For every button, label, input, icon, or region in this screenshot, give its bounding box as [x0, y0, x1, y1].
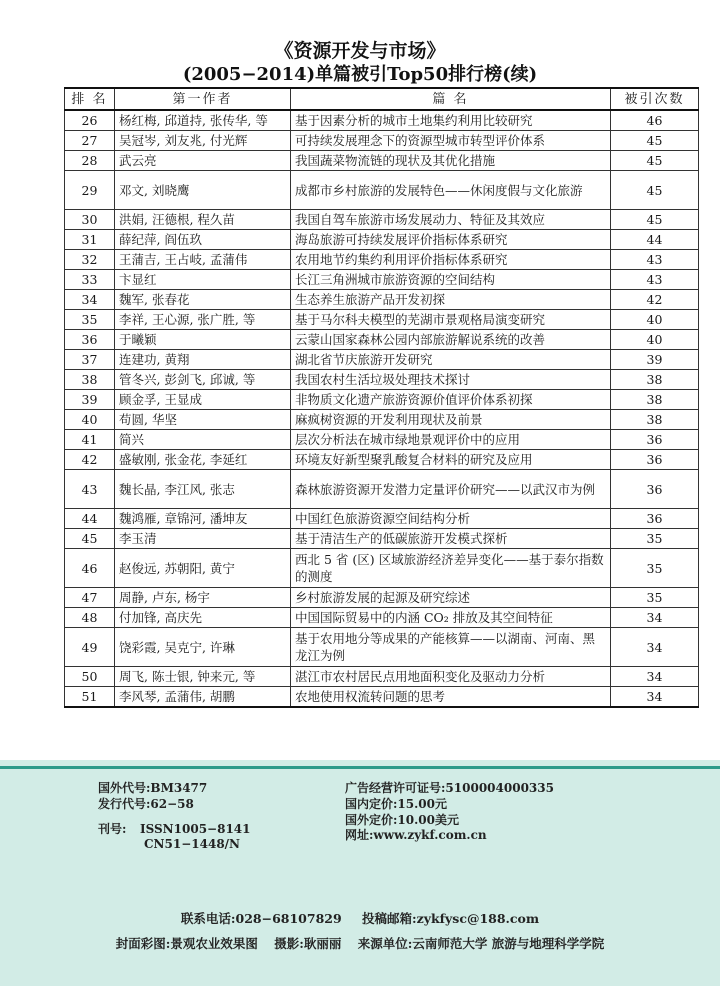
ranking-table: [64, 87, 699, 708]
author-cell: 武云亮: [115, 151, 291, 171]
author-cell: 洪娟, 汪德根, 程久苗: [115, 210, 291, 230]
author-cell: 连建功, 黄翔: [115, 350, 291, 370]
table-row: [65, 110, 699, 131]
table-row: [65, 509, 699, 529]
title-cell: 海岛旅游可持续发展评价指标体系研究: [291, 230, 611, 250]
table-row: [65, 330, 699, 350]
title-cell: 层次分析法在城市绿地景观评价中的应用: [291, 430, 611, 450]
cites-cell: 45: [611, 171, 699, 210]
rank-cell: 47: [65, 588, 115, 608]
table-row: [65, 370, 699, 390]
title-cell: 基于农用地分等成果的产能核算——以湖南、河南、黑龙江为例: [291, 628, 611, 667]
source-credit: 来源单位:云南师范大学 旅游与地理科学学院: [357, 936, 605, 951]
cites-cell: 36: [611, 509, 699, 529]
title-cell: 农用地节约集约利用评价指标体系研究: [291, 250, 611, 270]
table-row: [65, 529, 699, 549]
rank-cell: 36: [65, 330, 115, 350]
page-title: 《资源开发与市场》: [274, 40, 446, 62]
cites-cell: 34: [611, 628, 699, 667]
email: 投稿邮箱:zykfysc@188.com: [362, 911, 540, 926]
table-row: [65, 410, 699, 430]
website: 网址:www.zykf.com.cn: [345, 828, 487, 842]
rank-cell: 34: [65, 290, 115, 310]
title-cell: 湛江市农村居民点用地面积变化及驱动力分析: [291, 667, 611, 687]
author-cell: 李玉清: [115, 529, 291, 549]
cites-cell: 36: [611, 450, 699, 470]
rank-cell: 37: [65, 350, 115, 370]
cites-cell: 38: [611, 390, 699, 410]
domestic-price: 国内定价:15.00元: [345, 797, 448, 811]
title-cell: 湖北省节庆旅游开发研究: [291, 350, 611, 370]
rank-cell: 49: [65, 628, 115, 667]
author-cell: 简兴: [115, 430, 291, 450]
col-header-title: 篇 名: [291, 88, 611, 110]
author-cell: 周静, 卢东, 杨宇: [115, 588, 291, 608]
title-cell: 长江三角洲城市旅游资源的空间结构: [291, 270, 611, 290]
table-row: [65, 430, 699, 450]
table-row: [65, 230, 699, 250]
table-row: [65, 270, 699, 290]
title-cell: 农地使用权流转问题的思考: [291, 687, 611, 708]
rank-cell: 43: [65, 470, 115, 509]
author-cell: 魏长晶, 李江风, 张志: [115, 470, 291, 509]
table-row: [65, 250, 699, 270]
table-row: [65, 310, 699, 330]
rank-cell: 48: [65, 608, 115, 628]
title-cell: 生态养生旅游产品开发初探: [291, 290, 611, 310]
table-row: [65, 450, 699, 470]
table-row: [65, 350, 699, 370]
cites-cell: 42: [611, 290, 699, 310]
rank-cell: 27: [65, 131, 115, 151]
author-cell: 王蒲吉, 王占岐, 孟蒲伟: [115, 250, 291, 270]
cites-cell: 44: [611, 230, 699, 250]
rank-cell: 39: [65, 390, 115, 410]
cites-cell: 38: [611, 410, 699, 430]
author-cell: 饶彩霞, 吴克宁, 许琳: [115, 628, 291, 667]
title-cell: 成都市乡村旅游的发展特色——休闲度假与文化旅游: [291, 171, 611, 210]
title-cell: 中国红色旅游资源空间结构分析: [291, 509, 611, 529]
cites-cell: 35: [611, 588, 699, 608]
title-cell: 我国自驾车旅游市场发展动力、特征及其效应: [291, 210, 611, 230]
title-cell: 云蒙山国家森林公园内部旅游解说系统的改善: [291, 330, 611, 350]
author-cell: 于曦颖: [115, 330, 291, 350]
cites-cell: 39: [611, 350, 699, 370]
author-cell: 付加锋, 高庆先: [115, 608, 291, 628]
ad-license: 广告经营许可证号:5100004000335: [345, 781, 554, 795]
cites-cell: 45: [611, 151, 699, 171]
table-row: [65, 549, 699, 588]
cites-cell: 45: [611, 131, 699, 151]
author-cell: 苟圆, 华坚: [115, 410, 291, 430]
cites-cell: 40: [611, 330, 699, 350]
author-cell: 管冬兴, 彭剑飞, 邱诚, 等: [115, 370, 291, 390]
cites-cell: 35: [611, 549, 699, 588]
rank-cell: 50: [65, 667, 115, 687]
issn: ISSN1005−8141: [140, 822, 251, 836]
author-cell: 盛敏刚, 张金花, 李延红: [115, 450, 291, 470]
title-cell: 基于马尔科夫模型的芜湖市景观格局演变研究: [291, 310, 611, 330]
author-cell: 魏军, 张春花: [115, 290, 291, 310]
title-cell: 我国蔬菜物流链的现状及其优化措施: [291, 151, 611, 171]
title-cell: 西北 5 省 (区) 区域旅游经济差异变化——基于泰尔指数的测度: [291, 549, 611, 588]
page-subtitle: (2005−2014)单篇被引Top50排行榜(续): [182, 64, 538, 85]
table-row: [65, 588, 699, 608]
cites-cell: 38: [611, 370, 699, 390]
title-cell: 森林旅游资源开发潜力定量评价研究——以武汉市为例: [291, 470, 611, 509]
col-header-rank: 排 名: [65, 88, 115, 110]
cites-cell: 46: [611, 110, 699, 131]
rank-cell: 51: [65, 687, 115, 708]
table-row: [65, 667, 699, 687]
rank-cell: 40: [65, 410, 115, 430]
rank-cell: 44: [65, 509, 115, 529]
credit-line: [0, 934, 720, 952]
col-header-author: 第一作者: [115, 88, 291, 110]
table-row: [65, 171, 699, 210]
table-row: [65, 608, 699, 628]
table-row: [65, 470, 699, 509]
rank-cell: 42: [65, 450, 115, 470]
rank-cell: 26: [65, 110, 115, 131]
footer-divider: [0, 766, 720, 769]
issue-code: 发行代号:62−58: [98, 797, 194, 811]
author-cell: 李风琴, 孟蒲伟, 胡鹏: [115, 687, 291, 708]
photo-credit: 摄影:耿丽丽: [274, 936, 342, 951]
title-cell: 环境友好新型聚乳酸复合材料的研究及应用: [291, 450, 611, 470]
journal-label: 刊号:: [98, 822, 127, 836]
cites-cell: 34: [611, 687, 699, 708]
table-row: [65, 131, 699, 151]
table-row: [65, 151, 699, 171]
rank-cell: 41: [65, 430, 115, 450]
contact-line: [0, 909, 720, 927]
cites-cell: 34: [611, 608, 699, 628]
cites-cell: 34: [611, 667, 699, 687]
author-cell: 吴冠岑, 刘友兆, 付光辉: [115, 131, 291, 151]
foreign-code: 国外代号:BM3477: [98, 781, 208, 795]
title-cell: 基于因素分析的城市土地集约利用比较研究: [291, 110, 611, 131]
author-cell: 薛纪萍, 阎伍玖: [115, 230, 291, 250]
rank-cell: 31: [65, 230, 115, 250]
author-cell: 赵俊远, 苏朝阳, 黄宁: [115, 549, 291, 588]
rank-cell: 32: [65, 250, 115, 270]
rank-cell: 35: [65, 310, 115, 330]
cites-cell: 36: [611, 430, 699, 450]
table-row: [65, 687, 699, 708]
title-cell: 可持续发展理念下的资源型城市转型评价体系: [291, 131, 611, 151]
cites-cell: 45: [611, 210, 699, 230]
col-header-cites: 被引次数: [611, 88, 699, 110]
author-cell: 周飞, 陈士银, 钟来元, 等: [115, 667, 291, 687]
author-cell: 邓文, 刘晓鹰: [115, 171, 291, 210]
cites-cell: 35: [611, 529, 699, 549]
author-cell: 魏鸿雁, 章锦河, 潘坤友: [115, 509, 291, 529]
author-cell: 顾金孚, 王显成: [115, 390, 291, 410]
rank-cell: 38: [65, 370, 115, 390]
cover-credit: 封面彩图:景观农业效果图: [115, 936, 258, 951]
table-row: [65, 390, 699, 410]
rank-cell: 33: [65, 270, 115, 290]
rank-cell: 28: [65, 151, 115, 171]
author-cell: 卞显红: [115, 270, 291, 290]
rank-cell: 46: [65, 549, 115, 588]
title-cell: 基于清洁生产的低碳旅游开发模式探析: [291, 529, 611, 549]
title-cell: 乡村旅游发展的起源及研究综述: [291, 588, 611, 608]
title-cell: 非物质文化遗产旅游资源价值评价体系初探: [291, 390, 611, 410]
table-row: [65, 628, 699, 667]
table-header-row: [65, 88, 699, 110]
cites-cell: 43: [611, 270, 699, 290]
rank-cell: 30: [65, 210, 115, 230]
cn-number: CN51−1448/N: [144, 837, 241, 851]
rank-cell: 29: [65, 171, 115, 210]
cites-cell: 40: [611, 310, 699, 330]
title-cell: 麻疯树资源的开发利用现状及前景: [291, 410, 611, 430]
cites-cell: 43: [611, 250, 699, 270]
title-cell: 中国国际贸易中的内涵 CO₂ 排放及其空间特征: [291, 608, 611, 628]
cites-cell: 36: [611, 470, 699, 509]
table-row: [65, 210, 699, 230]
author-cell: 李祥, 王心源, 张广胜, 等: [115, 310, 291, 330]
rank-cell: 45: [65, 529, 115, 549]
author-cell: 杨红梅, 邱道持, 张传华, 等: [115, 110, 291, 131]
table-row: [65, 290, 699, 310]
phone: 联系电话:028−68107829: [180, 911, 342, 926]
title-cell: 我国农村生活垃圾处理技术探讨: [291, 370, 611, 390]
foreign-price: 国外定价:10.00美元: [345, 813, 460, 827]
